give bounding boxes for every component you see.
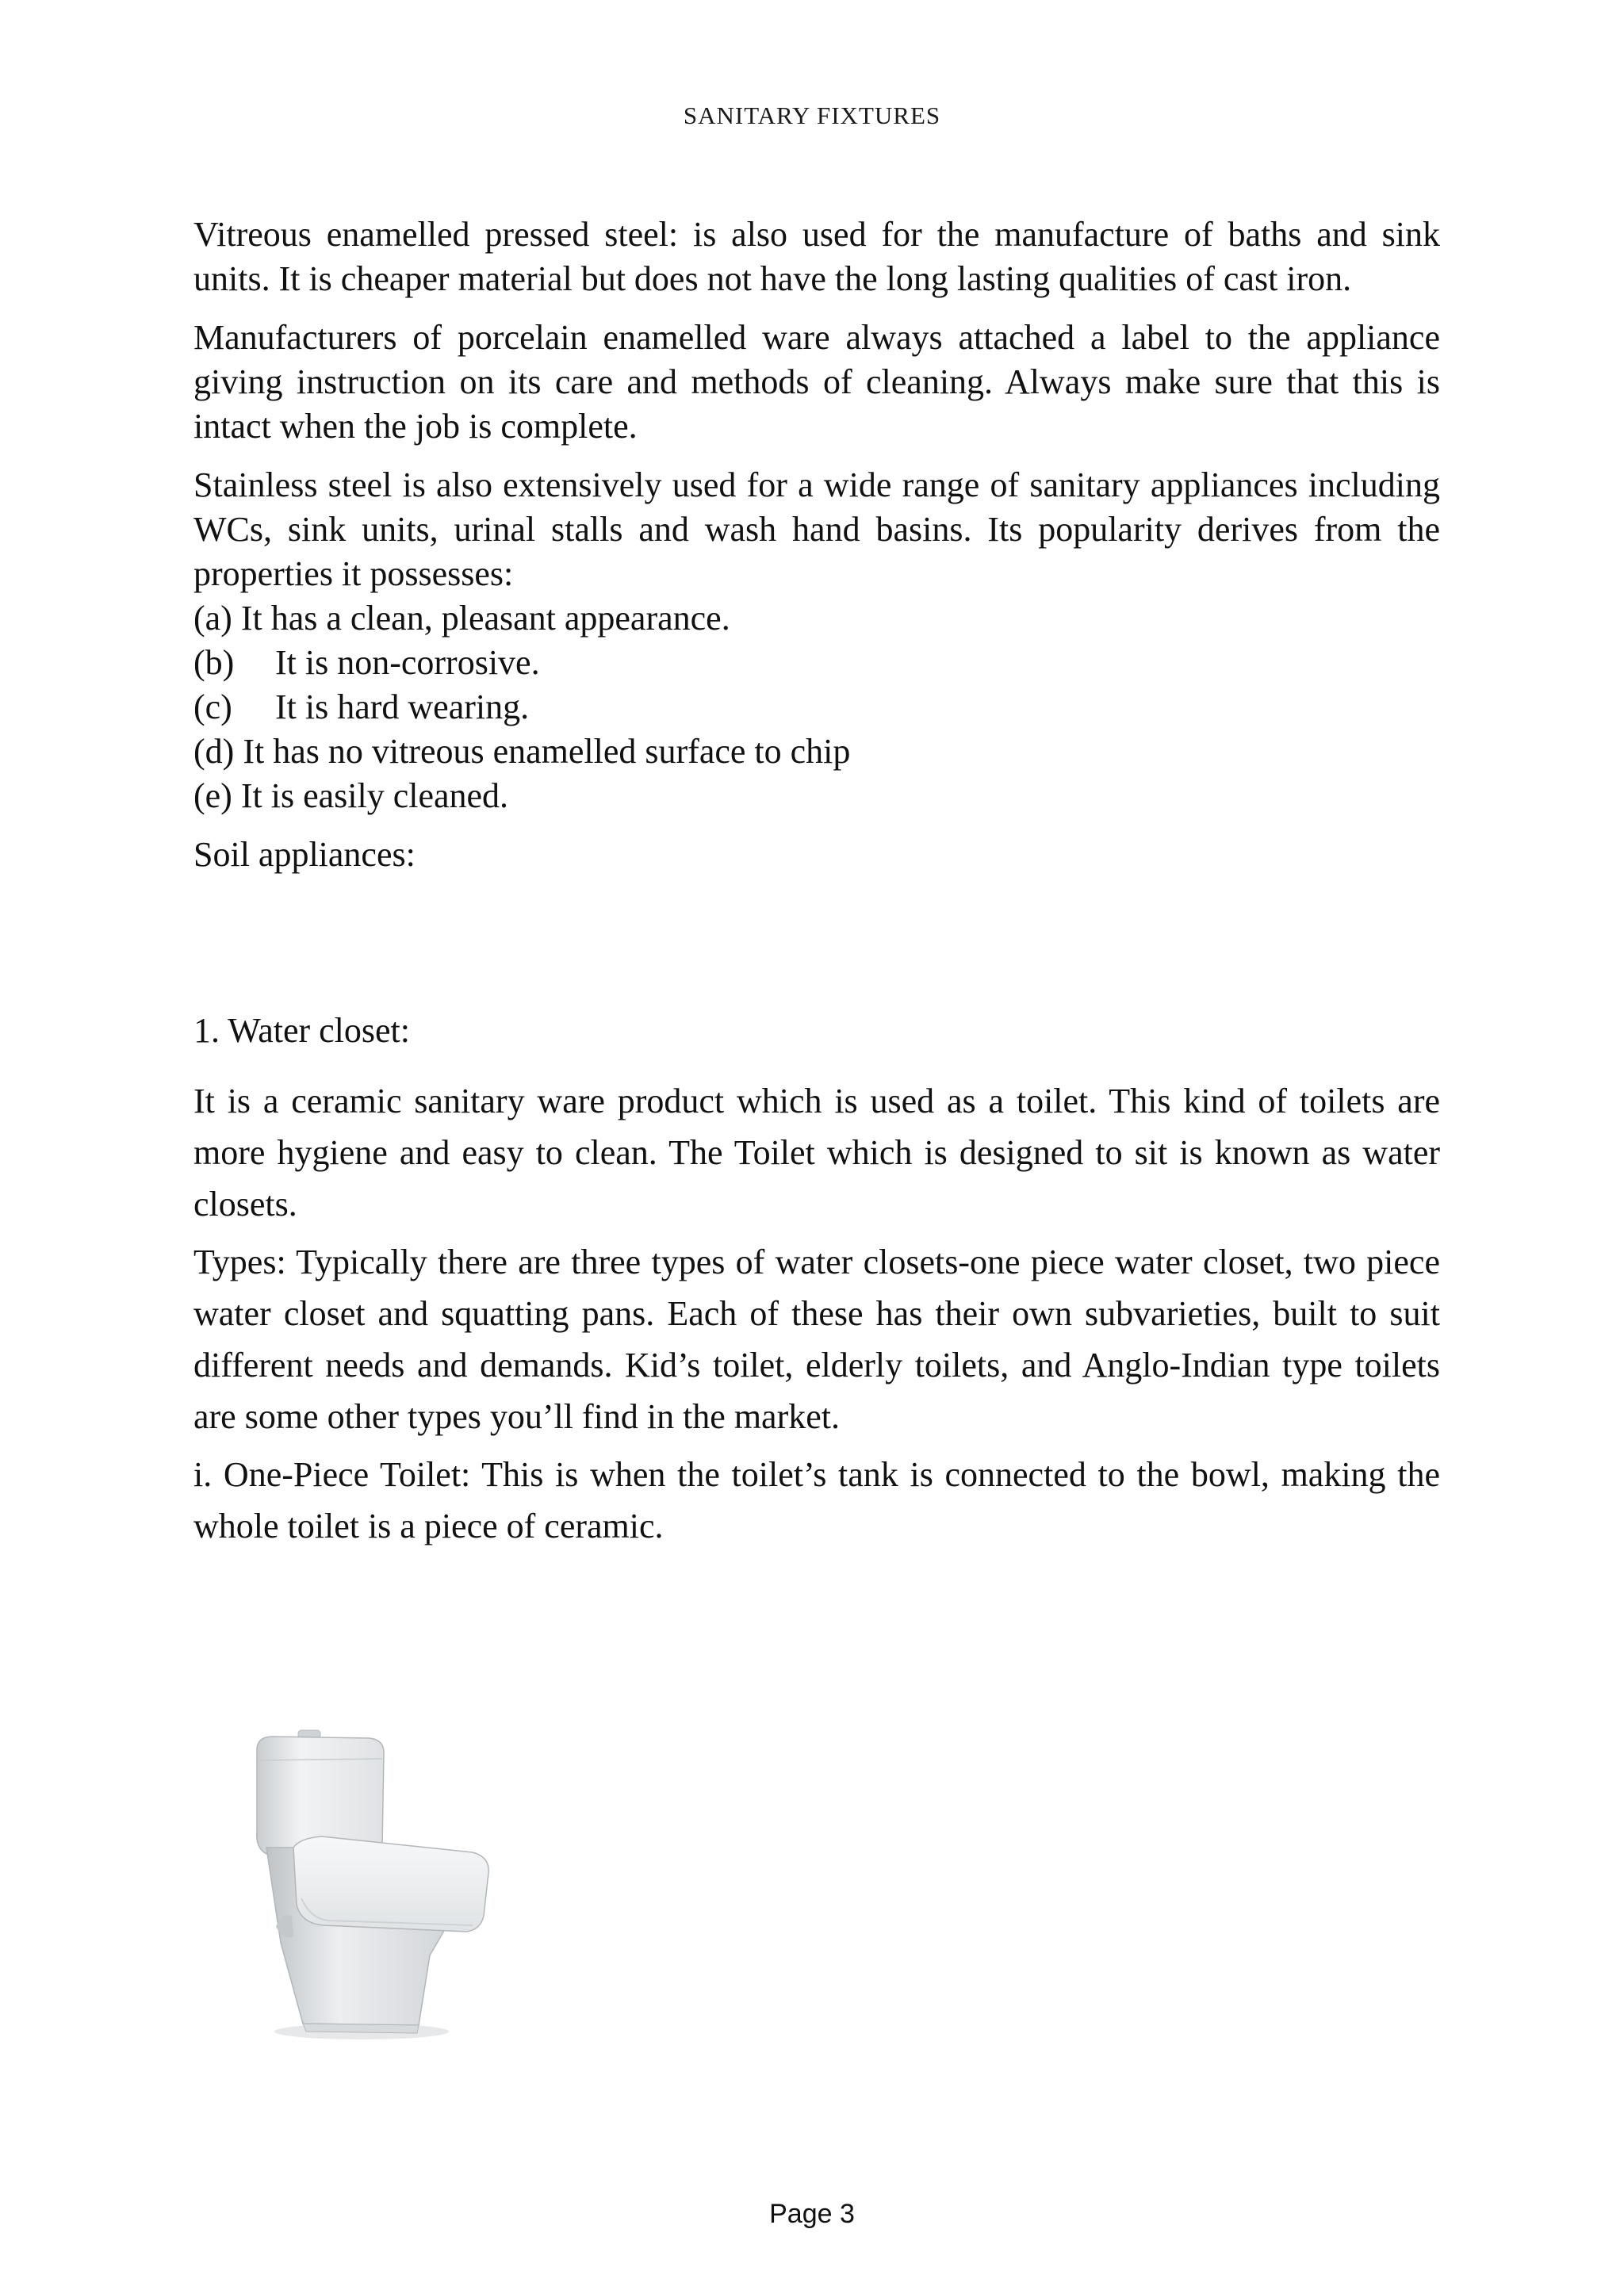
running-head: SANITARY FIXTURES xyxy=(683,101,941,129)
paragraph-water-closet-types: Types: Typically there are three types of water closets-one piece water closet, two piece water closet and squatting pans. Each of these has their own subvarieties, built to suit different needs and demands. Kid’s toilet, elderly toilets, and Anglo-Indian type toilets are some other types you’ll find in the market. xyxy=(193,1243,1440,1436)
list-item-text: It is hard wearing. xyxy=(275,687,530,726)
one-piece-toilet-icon xyxy=(235,1729,504,2046)
list-item-text: It is non-corrosive. xyxy=(275,643,540,682)
paragraph-one-piece-toilet: i. One-Piece Toilet: This is when the toilet’s tank is connected to the bowl, making the whole toilet is a piece of ceramic. xyxy=(193,1455,1440,1545)
heading-soil-appliances: Soil appliances: xyxy=(193,835,416,874)
list-marker: (a) xyxy=(193,599,232,638)
list-item-text: It has no vitreous enamelled surface to chip xyxy=(243,732,851,771)
one-piece-toilet-figure xyxy=(235,1729,504,2046)
properties-list xyxy=(193,596,1440,818)
page-number: Page 3 xyxy=(769,2199,855,2229)
body-text xyxy=(193,213,1440,1558)
list-item xyxy=(193,641,1440,685)
list-item-text: It is easily cleaned. xyxy=(240,776,509,815)
paragraph-water-closet-description: It is a ceramic sanitary ware product which is used as a toilet. This kind of toilets are more hygiene and easy to clean. The Toilet which is designed to sit is known as water closets. xyxy=(193,1082,1440,1224)
list-marker: (c) xyxy=(193,687,232,726)
list-marker: (b) xyxy=(193,643,235,682)
heading-water-closet: 1. Water closet: xyxy=(193,1011,411,1050)
list-item xyxy=(193,685,1440,730)
paragraph-porcelain-label: Manufacturers of porcelain enamelled ware always attached a label to the appliance giving instruction on its care and methods of cleaning. Always make sure that this is intact when the job is complete. xyxy=(193,318,1440,446)
list-item xyxy=(193,596,1440,641)
list-item-text: It has a clean, pleasant appearance. xyxy=(240,599,730,638)
list-marker: (e) xyxy=(193,776,232,815)
list-item xyxy=(193,730,1440,774)
list-item xyxy=(193,774,1440,818)
paragraph-pressed-steel: Vitreous enamelled pressed steel: is also used for the manufacture of baths and sink units. It is cheaper material but does not have the long lasting qualities of cast iron. xyxy=(193,215,1440,298)
list-marker: (d) xyxy=(193,732,235,771)
paragraph-stainless-steel: Stainless steel is also extensively used for a wide range of sanitary appliances including WCs, sink units, urinal stalls and wash hand basins. Its popularity derives from the properties it possesses: xyxy=(193,465,1440,593)
